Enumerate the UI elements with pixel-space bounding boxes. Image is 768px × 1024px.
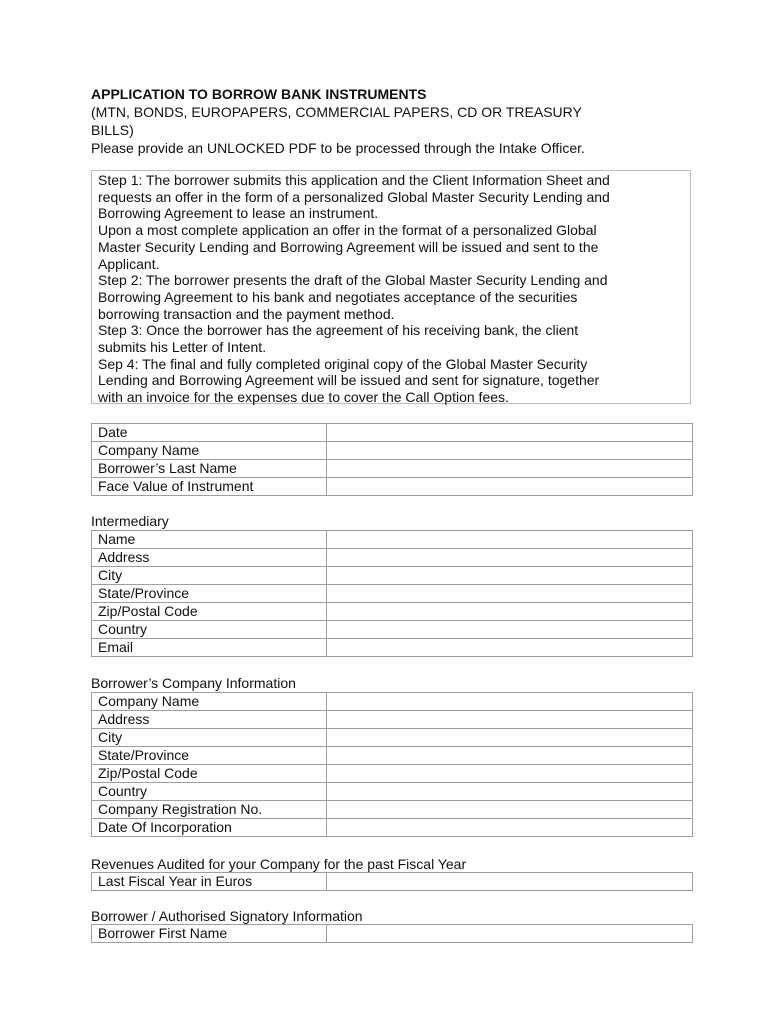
date-field[interactable] xyxy=(327,424,693,442)
company-info-table xyxy=(91,692,693,837)
intermediary-zip-field[interactable] xyxy=(327,603,693,621)
steps-line: with an invoice for the expenses due to cover the Call Option fees. xyxy=(98,389,509,406)
intermediary-heading: Intermediary xyxy=(91,513,169,529)
table-row xyxy=(92,729,693,747)
steps-line: requests an offer in the form of a personalized Global Master Security Lending and xyxy=(98,188,610,205)
intermediary-zip-label: Zip/Postal Code xyxy=(92,603,327,621)
steps-line: Step 2: The borrower presents the draft of the Global Master Security Lending and xyxy=(98,272,608,289)
company-name-field[interactable] xyxy=(327,442,693,460)
steps-line: Master Security Lending and Borrowing Agreement will be issued and sent to the xyxy=(98,238,599,255)
table-row xyxy=(92,531,693,549)
borrower-last-name-label: Borrower’s Last Name xyxy=(92,460,327,478)
steps-line: Applicant. xyxy=(98,255,160,272)
steps-line: Step 1: The borrower submits this application and the Client Information Sheet and xyxy=(98,172,610,188)
general-info-table xyxy=(91,423,693,496)
borrower-first-name-label: Borrower First Name xyxy=(92,925,327,943)
steps-line: Step 3: Once the borrower has the agreement of his receiving bank, the client xyxy=(98,322,579,339)
table-row xyxy=(92,478,693,496)
incorporation-date-label: Date Of Incorporation xyxy=(92,819,327,837)
steps-line: Upon a most complete application an offer in the format of a personalized Global xyxy=(98,222,597,239)
steps-line: Borrowing Agreement to lease an instrument. xyxy=(98,205,379,222)
steps-line: borrowing transaction and the payment method. xyxy=(98,305,395,322)
table-row xyxy=(92,639,693,657)
table-row xyxy=(92,585,693,603)
table-row xyxy=(92,747,693,765)
table-row xyxy=(92,693,693,711)
table-row xyxy=(92,460,693,478)
revenues-heading: Revenues Audited for your Company for the past Fiscal Year xyxy=(91,856,467,872)
face-value-field[interactable] xyxy=(327,478,693,496)
company-info-zip-label: Zip/Postal Code xyxy=(92,765,327,783)
steps-line: Sep 4: The final and fully completed original copy of the Global Master Security xyxy=(98,355,588,372)
company-info-city-label: City xyxy=(92,729,327,747)
table-row xyxy=(92,621,693,639)
intermediary-city-field[interactable] xyxy=(327,567,693,585)
signatory-table xyxy=(91,924,693,943)
table-row xyxy=(92,442,693,460)
incorporation-date-field[interactable] xyxy=(327,819,693,837)
table-row xyxy=(92,711,693,729)
steps-line: submits his Letter of Intent. xyxy=(98,339,267,356)
document-subtitle-line-2: BILLS) xyxy=(91,122,134,138)
last-fiscal-year-label: Last Fiscal Year in Euros xyxy=(92,873,327,891)
company-info-name-field[interactable] xyxy=(327,693,693,711)
intermediary-city-label: City xyxy=(92,567,327,585)
borrower-last-name-field[interactable] xyxy=(327,460,693,478)
intermediary-email-field[interactable] xyxy=(327,639,693,657)
intermediary-address-label: Address xyxy=(92,549,327,567)
intermediary-table xyxy=(91,530,693,657)
table-row xyxy=(92,925,693,943)
company-info-heading: Borrower’s Company Information xyxy=(91,675,296,691)
borrower-first-name-field[interactable] xyxy=(327,925,693,943)
intermediary-email-label: Email xyxy=(92,639,327,657)
company-registration-label: Company Registration No. xyxy=(92,801,327,819)
document-title: APPLICATION TO BORROW BANK INSTRUMENTS xyxy=(91,86,427,102)
intermediary-state-field[interactable] xyxy=(327,585,693,603)
table-row xyxy=(92,567,693,585)
table-row xyxy=(92,873,693,891)
table-row xyxy=(92,603,693,621)
date-label: Date xyxy=(92,424,327,442)
steps-line: Lending and Borrowing Agreement will be issued and sent for signature, together xyxy=(98,372,600,389)
company-registration-field[interactable] xyxy=(327,801,693,819)
table-row xyxy=(92,424,693,442)
company-info-state-label: State/Province xyxy=(92,747,327,765)
company-name-label: Company Name xyxy=(92,442,327,460)
company-info-address-label: Address xyxy=(92,711,327,729)
intermediary-country-label: Country xyxy=(92,621,327,639)
table-row xyxy=(92,801,693,819)
company-info-country-field[interactable] xyxy=(327,783,693,801)
revenues-table xyxy=(91,872,693,891)
steps-line: Borrowing Agreement to his bank and negotiates acceptance of the securities xyxy=(98,288,578,305)
company-info-city-field[interactable] xyxy=(327,729,693,747)
intermediary-name-label: Name xyxy=(92,531,327,549)
face-value-label: Face Value of Instrument xyxy=(92,478,327,496)
intermediary-state-label: State/Province xyxy=(92,585,327,603)
signatory-heading: Borrower / Authorised Signatory Information xyxy=(91,908,363,924)
company-info-zip-field[interactable] xyxy=(327,765,693,783)
table-row xyxy=(92,819,693,837)
table-row xyxy=(92,783,693,801)
company-info-name-label: Company Name xyxy=(92,693,327,711)
intermediary-country-field[interactable] xyxy=(327,621,693,639)
document-header xyxy=(91,85,701,157)
company-info-state-field[interactable] xyxy=(327,747,693,765)
table-row xyxy=(92,549,693,567)
last-fiscal-year-field[interactable] xyxy=(327,873,693,891)
intermediary-name-field[interactable] xyxy=(327,531,693,549)
company-info-country-label: Country xyxy=(92,783,327,801)
steps-box xyxy=(91,170,691,404)
document-subtitle-line-1: (MTN, BONDS, EUROPAPERS, COMMERCIAL PAPERS, CD OR TREASURY xyxy=(91,104,582,120)
company-info-address-field[interactable] xyxy=(327,711,693,729)
table-row xyxy=(92,765,693,783)
document-instruction: Please provide an UNLOCKED PDF to be processed through the Intake Officer. xyxy=(91,140,585,156)
intermediary-address-field[interactable] xyxy=(327,549,693,567)
